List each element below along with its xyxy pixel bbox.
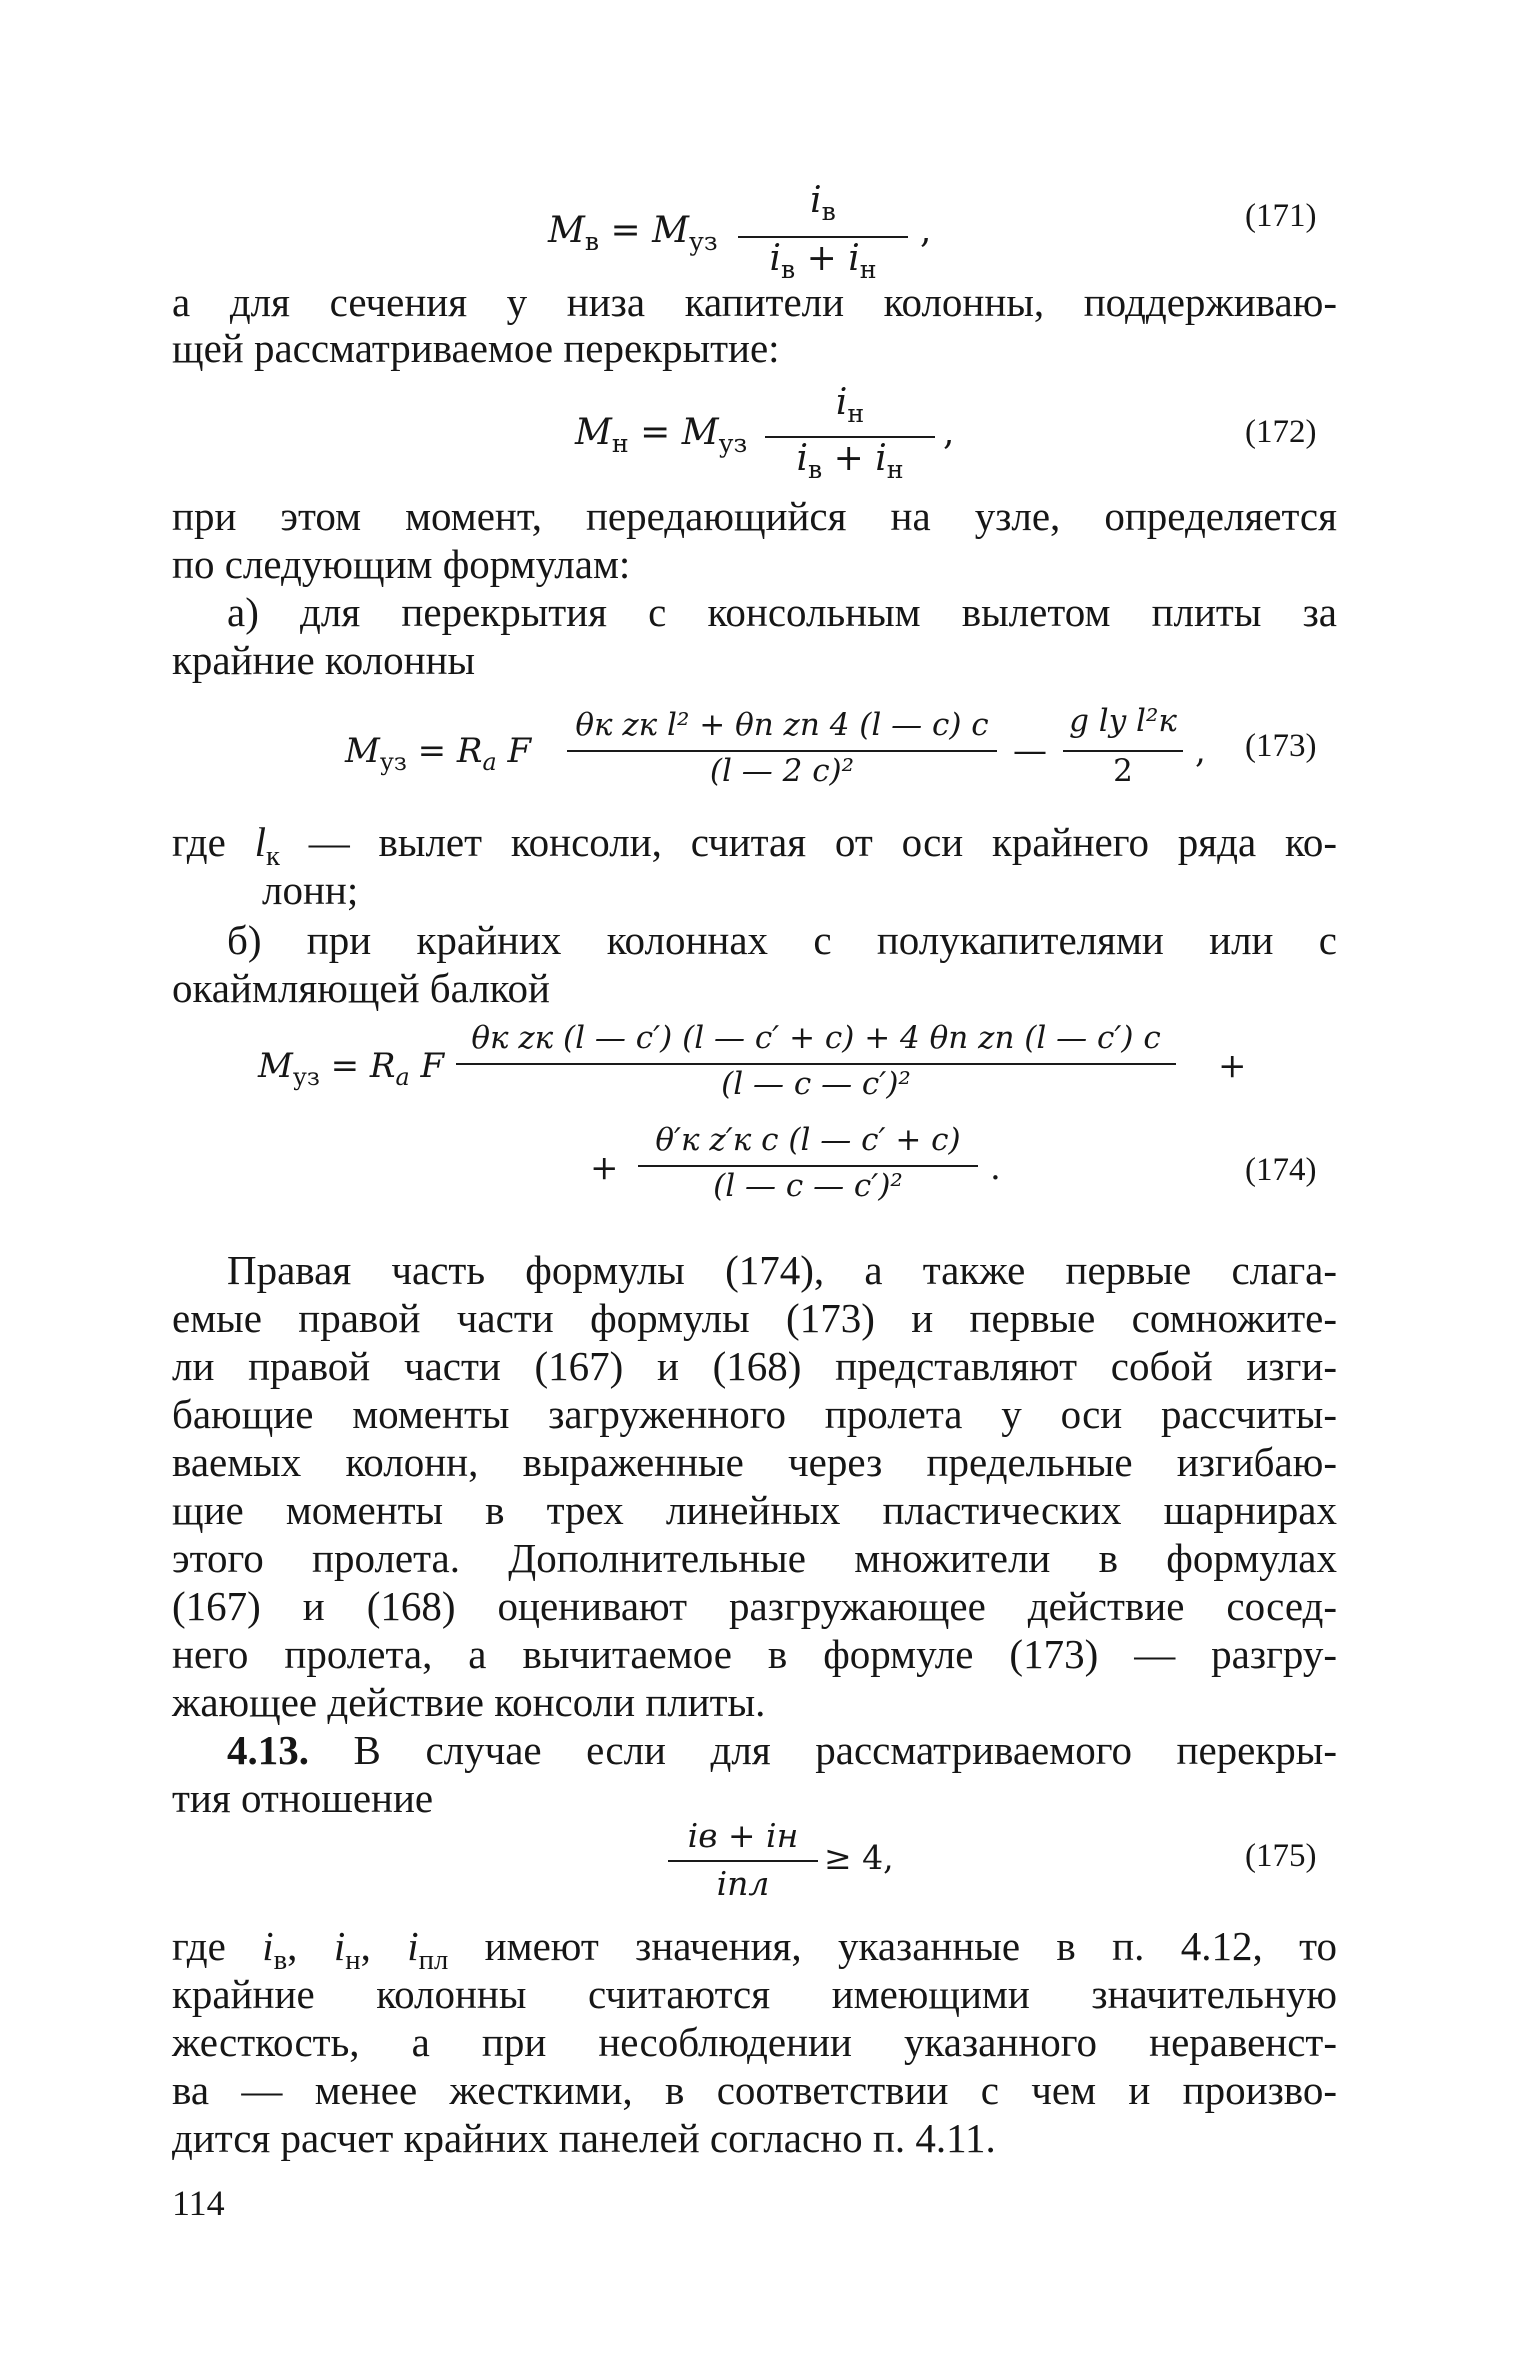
eq173-minus: — [1013, 731, 1047, 771]
eq171-comma: , [920, 210, 932, 251]
text-line: бающие моменты загруженного пролета у оси рассчиты- [172, 1391, 1337, 1437]
eq174-numerator-2: θ′к z′к c (l — c′ + c) [655, 1122, 961, 1158]
eq173-numerator: θк zк l² + θп zп 4 (l — c) c [575, 707, 989, 743]
eq174-fraction-bar-2 [638, 1165, 978, 1167]
eq173-numerator-2: g ly l²к [1069, 703, 1177, 739]
eq172-denominator: $i_в + i_н$ [796, 438, 904, 485]
equation-number-174: (174) [1245, 1152, 1317, 1188]
eq174-plus-start: + [590, 1148, 619, 1188]
text-line: где $l_к$ — вылет консоли, считая от оси крайнего ряда ко- [172, 819, 1337, 873]
text-line: жающее действие консоли плиты. [172, 1679, 766, 1725]
text-line: крайние колонны считаются имеющими значительную [172, 1971, 1337, 2017]
eq172-eq-sign: = [640, 412, 671, 453]
equation-number-172: (172) [1245, 414, 1317, 450]
text-line: тия отношение [172, 1775, 434, 1821]
eq172-numerator: $i_н$ [835, 382, 865, 429]
eq174-plus-end: + [1218, 1046, 1247, 1086]
eq174-fraction-bar [456, 1063, 1176, 1065]
text-line: емые правой части формулы (173) и первые сомножите- [172, 1295, 1337, 1341]
eq172-factor-sub: уз [718, 429, 748, 459]
eq175-relation: ≥ 4, [824, 1838, 894, 1877]
text-line: этого пролета. Дополнительные множители в формулах [172, 1535, 1337, 1581]
equation-number-171: (171) [1245, 198, 1317, 234]
eq173-denominator-2: 2 [1113, 753, 1133, 789]
eq173-lhs: M [345, 731, 380, 771]
text-line: где $i_в$, $i_н$, $i_{пл}$ имеют значения, указанные в п. 4.12, то [172, 1923, 1338, 1977]
text-line: Правая часть формулы (174), а также первые слага- [227, 1247, 1337, 1293]
text-line: жесткость, а при несоблюдении указанного неравенст- [172, 2019, 1337, 2065]
eq171-numerator: $i_в$ [810, 180, 836, 227]
text-line: а) для перекрытия с консольным вылетом плиты за [227, 589, 1337, 635]
text-line: него пролета, а вычитаемое в формуле (173) — разгру- [172, 1631, 1337, 1677]
eq173-denominator: (l — 2 c)² [709, 753, 855, 789]
text-line: крайние колонны [172, 637, 476, 683]
equation-172 [575, 382, 975, 485]
text-line: щей рассматриваемое перекрытие: [172, 325, 780, 371]
eq171-denominator: $i_в + i_н$ [769, 238, 877, 285]
text-line: щие моменты в трех линейных пластических шарнирах [172, 1487, 1337, 1533]
eq174-denominator: (l — c — c′)² [721, 1066, 911, 1102]
eq174-lhs: M [258, 1046, 293, 1086]
page-number: 114 [172, 2183, 225, 2223]
eq174-denominator-2: (l — c — c′)² [713, 1168, 903, 1204]
eq171-lhs-sub: в [584, 227, 600, 257]
eq175-fraction-bar [668, 1860, 818, 1862]
text-line: б) при крайних колоннах с полукапителями или с [227, 917, 1337, 963]
equation-number-175: (175) [1245, 1838, 1317, 1874]
eq172-comma: , [943, 412, 955, 453]
equation-171 [548, 180, 948, 286]
text-line: ваемых колонн, выраженные через предельные изгибаю- [172, 1439, 1337, 1485]
eq171-lhs: M [548, 210, 585, 251]
eq175-numerator: iв + iн [687, 1816, 799, 1855]
eq172-factor: M [681, 412, 719, 453]
equation-173: $M_{уз} = R_a$ F θк zк l² + θп zп 4 (l — c) c (l — 2 c)² — g ly l²к 2 , [345, 703, 1206, 789]
text-line: (167) и (168) оценивают разгружающее действие сосед- [172, 1583, 1337, 1629]
text-line: ва — менее жесткими, в соответствии с чем и произво- [172, 2067, 1337, 2113]
eq172-lhs-sub: н [611, 429, 629, 459]
section-4-13-heading: 4.13. В случае если для рассматриваемого перекры- [227, 1727, 1337, 1773]
text-line: при этом момент, передающийся на узле, определяется [172, 493, 1337, 539]
equation-174: $M_{уз} = R_a$ F θк zк (l — c′) (l — c′ + c) + 4 θп zп (l — c′) c (l — c — c′)² + + θ′к z′к c (l — c′ + c) (l — c — c′)² . [258, 1020, 1247, 1204]
eq172-lhs: M [575, 412, 612, 453]
eq173-fraction-bar [567, 750, 997, 752]
text-line: окаймляющей балкой [172, 965, 550, 1011]
text-line: дится расчет крайних панелей согласно п. 4.11. [172, 2115, 996, 2161]
text-line: а для сечения у низа капители колонны, поддерживаю- [172, 279, 1337, 325]
equation-175 [668, 1816, 968, 1916]
eq174-dot: . [990, 1148, 1001, 1188]
equation-number-173: (173) [1245, 728, 1317, 764]
eq175-denominator: iпл [716, 1864, 770, 1903]
eq171-factor: M [652, 210, 690, 251]
eq171-eq-sign: = [610, 210, 641, 251]
text-line: ли правой части (167) и (168) представляют собой изги- [172, 1343, 1337, 1389]
eq173-fraction-bar-2 [1063, 750, 1183, 752]
eq174-numerator: θк zк (l — c′) (l — c′ + c) + 4 θп zп (l — c′) c [471, 1020, 1161, 1056]
text-line: по следующим формулам: [172, 541, 631, 587]
text-line: лонн; [262, 867, 359, 913]
eq173-comma: , [1195, 731, 1206, 771]
eq171-factor-sub: уз [689, 227, 718, 257]
